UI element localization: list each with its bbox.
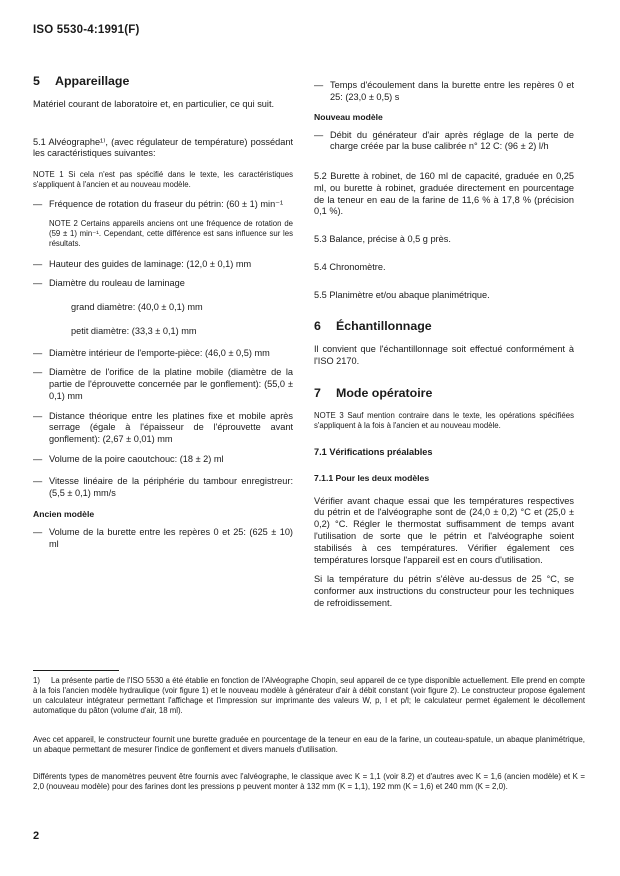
footnote-text: La présente partie de l'ISO 5530 a été établie en fonction de l'Alvéographe Chopin, seul appareil de ce type disponible actuellement. Elle prend en compte à la fois l'ancien modèle hydraulique (voir figure 1) et le nouveau modèle à générateur d'air à débit constant (voir figure 2). Le constructeur propose également un calculateur intégrateur permettant l'affichage et l'impression sur imprimante des valeurs W, p, l et p/l; le calculateur permet également le décollement automatique du pâton (volume d'air, 18 ml). <box>33 676 585 716</box>
page-number: 2 <box>33 830 40 842</box>
item-vitesse: — Vitesse linéaire de la périphérie du tambour enregistreur: (5,5 ± 0,1) mm/s <box>33 476 293 500</box>
section-5-heading <box>33 74 293 89</box>
right-column <box>314 80 574 618</box>
section-7-number: 7 <box>314 385 321 400</box>
item-hauteur: — Hauteur des guides de laminage: (12,0 ± 0,1) mm <box>33 259 293 271</box>
section-5-2: 5.2 Burette à robinet, de 160 ml de capacité, graduée en 0,25 ml, ou burette à robinet, graduée directement en pourcentage de la teneur en eau de la farine de 11,6 % à 17,8 % (précision 0,1 %). <box>314 171 574 217</box>
footnote-1 <box>33 676 585 717</box>
item-diametre-rouleau: — Diamètre du rouleau de laminage <box>33 278 293 290</box>
section-5-intro: Matériel courant de laboratoire et, en particulier, ce qui suit. <box>33 98 275 109</box>
note-1: NOTE 1 Si cela n'est pas spécifié dans le texte, les caractéristiques s'appliquent à l'ancien et au nouveau modèle. <box>33 170 293 190</box>
section-5-4: 5.4 Chronomètre. <box>314 261 386 272</box>
note-3: NOTE 3 Sauf mention contraire dans le texte, les opérations spécifiées s'appliquent à la fois à l'ancien et au nouveau modèle. <box>314 410 574 430</box>
section-7-heading <box>314 386 574 401</box>
footnote-paragraph-3: Différents types de manomètres peuvent être fournis avec l'alvéographe, le classique avec K = 1,1 (voir 8.2) et d'autres avec K = 1,6 (ancien modèle) et K = 2,0 (nouveau modèle) pour des farines dont les pressions p peuvent monter à 132 mm (K = 1,1), 192 mm (K = 1,6) et 240 mm (K = 2,0). <box>33 772 585 792</box>
item-frequence: — Fréquence de rotation du fraseur du pétrin: (60 ± 1) min⁻¹ <box>33 199 293 211</box>
section-5-3: 5.3 Balance, précise à 0,5 g près. <box>314 234 451 245</box>
section-7-1-1-para-1: Vérifier avant chaque essai que les températures respectives du pétrin et de l'alvéographe sont de (24,0 ± 0,2) °C et (25,0 ± 0,2) °C. Régler le thermostat suffisamment de temps avant l'utilisation de sorte que le pétrin et l'alvéographe soient stabilisés à ces températures. Vérifier également ces températures lorsque l'appareil est en cours d'utilisation. <box>314 495 574 565</box>
section-5-number: 5 <box>33 74 40 88</box>
item-burette-volume: — Volume de la burette entre les repères 0 et 25: (625 ± 10) ml <box>33 527 293 551</box>
item-diametre-interieur: — Diamètre intérieur de l'emporte-pièce: (46,0 ± 0,5) mm <box>33 348 293 360</box>
section-5-5: 5.5 Planimètre et/ou abaque planimétrique. <box>314 289 490 300</box>
footnote-separator <box>33 670 119 671</box>
section-7-1-1-heading: 7.1.1 Pour les deux modèles <box>314 472 430 483</box>
item-volume-poire: — Volume de la poire caoutchouc: (18 ± 2) ml <box>33 454 293 466</box>
section-6-title: Échantillonnage <box>336 319 432 334</box>
petit-diametre: petit diamètre: (33,3 ± 0,1) mm <box>71 325 197 336</box>
section-6-heading <box>314 319 574 334</box>
ancien-modele-heading: Ancien modèle <box>33 509 95 520</box>
note-2: NOTE 2 Certains appareils anciens ont une fréquence de rotation de (59 ± 1) min⁻¹. Cependant, cette différence est sans influence sur les résultats. <box>49 219 293 249</box>
section-5-title: Appareillage <box>55 74 130 88</box>
section-7-1-heading: 7.1 Vérifications préalables <box>314 446 433 457</box>
item-distance: — Distance théorique entre les platines fixe et mobile après serrage (égale à l'épaisseur de l'éprouvette avant gonflement): (2,67 ± 0,01) mm <box>33 411 293 446</box>
nouveau-modele-heading: Nouveau modèle <box>314 111 383 122</box>
section-6-number: 6 <box>314 319 321 334</box>
section-6-text: Il convient que l'échantillonnage soit effectué conformément à l'ISO 2170. <box>314 344 574 367</box>
footnote-number: 1) <box>33 676 40 685</box>
grand-diametre: grand diamètre: (40,0 ± 0,1) mm <box>71 302 203 313</box>
section-5-1-text: 5.1 Alvéographe¹⁾, (avec régulateur de température) possédant les caractéristiques suivantes: <box>33 136 293 159</box>
item-debit: — Débit du générateur d'air après réglage de la perte de charge créée par la buse calibrée n° 12 C: (96 ± 2) l/h <box>314 130 574 154</box>
item-temps-ecoulement: — Temps d'écoulement dans la burette entre les repères 0 et 25: (23,0 ± 0,5) s <box>314 80 574 104</box>
item-orifice: — Diamètre de l'orifice de la platine mobile (diamètre de la partie de l'éprouvette concernée par le gonflement): (55,0 ± 0,1) mm <box>33 367 293 402</box>
document-header: ISO 5530-4:1991(F) <box>33 24 140 36</box>
section-7-1-1-para-2: Si la température du pétrin s'élève au-dessus de 25 °C, se conformer aux instructions du constructeur pour les techniques de refroidissement. <box>314 574 574 608</box>
left-column <box>33 74 293 559</box>
section-7-title: Mode opératoire <box>336 385 433 400</box>
footnote-paragraph-2: Avec cet appareil, le constructeur fournit une burette graduée en pourcentage de la teneur en eau de la farine, un couteau-spatule, un abaque planimétrique, un abaque permettant de mesurer l'indice de gonflement et divers manuels d'utilisation. <box>33 735 585 755</box>
